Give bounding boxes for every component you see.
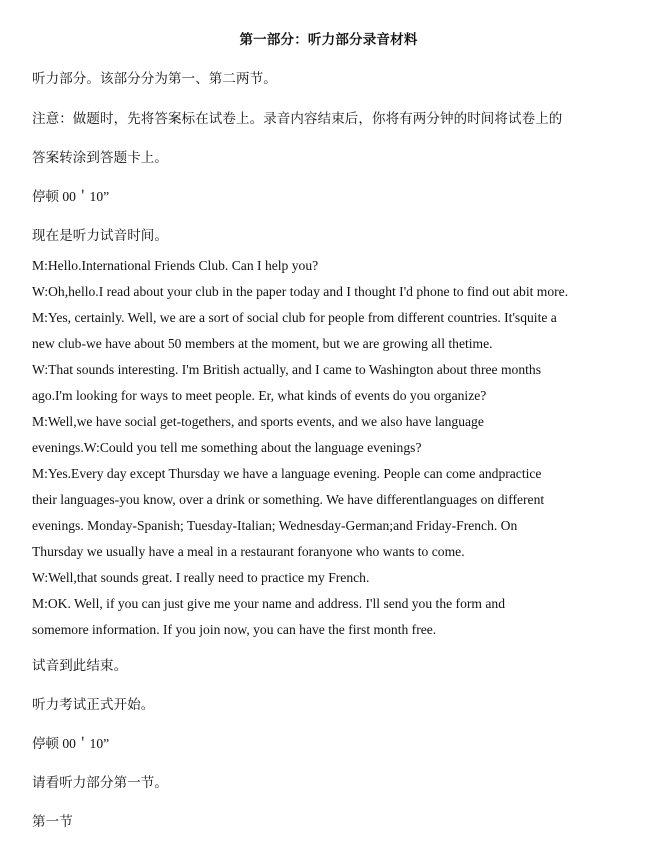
section-one-prompt: 请看听力部分第一节。: [32, 775, 168, 791]
transcript-line: W:That sounds interesting. I'm British actually, and I came to Washington about three months: [32, 362, 542, 377]
pause-label: 停顿: [32, 736, 59, 752]
notice-line-2: 答案转涂到答题卡上。: [32, 150, 168, 166]
transcript-line: W:Well,that sounds great. I really need to practice my French.: [32, 570, 370, 585]
transcript-line: M:Yes, certainly. Well, we are a sort of social club for people from different countries. It'squite a: [32, 310, 557, 325]
transcript-line: new club-we have about 50 members at the moment, but we are growing all thetime.: [32, 336, 493, 351]
pause-label: 停顿: [32, 189, 59, 205]
transcript-line: evenings. Monday-Spanish; Tuesday-Italian; Wednesday-German;and Friday-French. On: [32, 518, 518, 533]
pause-note: [32, 185, 109, 205]
transcript-line: somemore information. If you join now, you can have the first month free.: [32, 622, 437, 637]
notice-line-1: 注意：做题时，先将答案标在试卷上。录音内容结束后，你将有两分钟的时间将试卷上的: [32, 111, 563, 127]
trial-end-text: 试音到此结束。: [32, 658, 128, 674]
intro-text: 听力部分。该部分分为第一、第二两节。: [32, 71, 277, 87]
pause-time: 00＇10”: [62, 736, 110, 751]
transcript-line: ago.I'm looking for ways to meet people. Er, what kinds of events do you organize?: [32, 388, 487, 403]
pause-note-2: [32, 732, 109, 752]
transcript-line: evenings.W:Could you tell me something about the language evenings?: [32, 440, 422, 455]
transcript-line: their languages-you know, over a drink or something. We have differentlanguages on different: [32, 492, 545, 507]
trial-start-text: 现在是听力试音时间。: [32, 228, 168, 244]
page-title: 第一部分：听力部分录音材料: [239, 32, 418, 48]
exam-start-text: 听力考试正式开始。: [32, 697, 155, 713]
transcript-line: M:OK. Well, if you can just give me your name and address. I'll send you the form and: [32, 596, 506, 611]
transcript-line: M:Yes.Every day except Thursday we have a language evening. People can come andpractice: [32, 466, 542, 481]
transcript-line: M:Hello.International Friends Club. Can I help you?: [32, 258, 319, 273]
section-one-heading: 第一节: [32, 814, 73, 830]
transcript-line: W:Oh,hello.I read about your club in the paper today and I thought I'd phone to find out abit more.: [32, 284, 569, 299]
pause-time: 00＇10”: [62, 189, 110, 204]
transcript-line: M:Well,we have social get-togethers, and sports events, and we also have language: [32, 414, 484, 429]
transcript-line: Thursday we usually have a meal in a restaurant foranyone who wants to come.: [32, 544, 465, 559]
